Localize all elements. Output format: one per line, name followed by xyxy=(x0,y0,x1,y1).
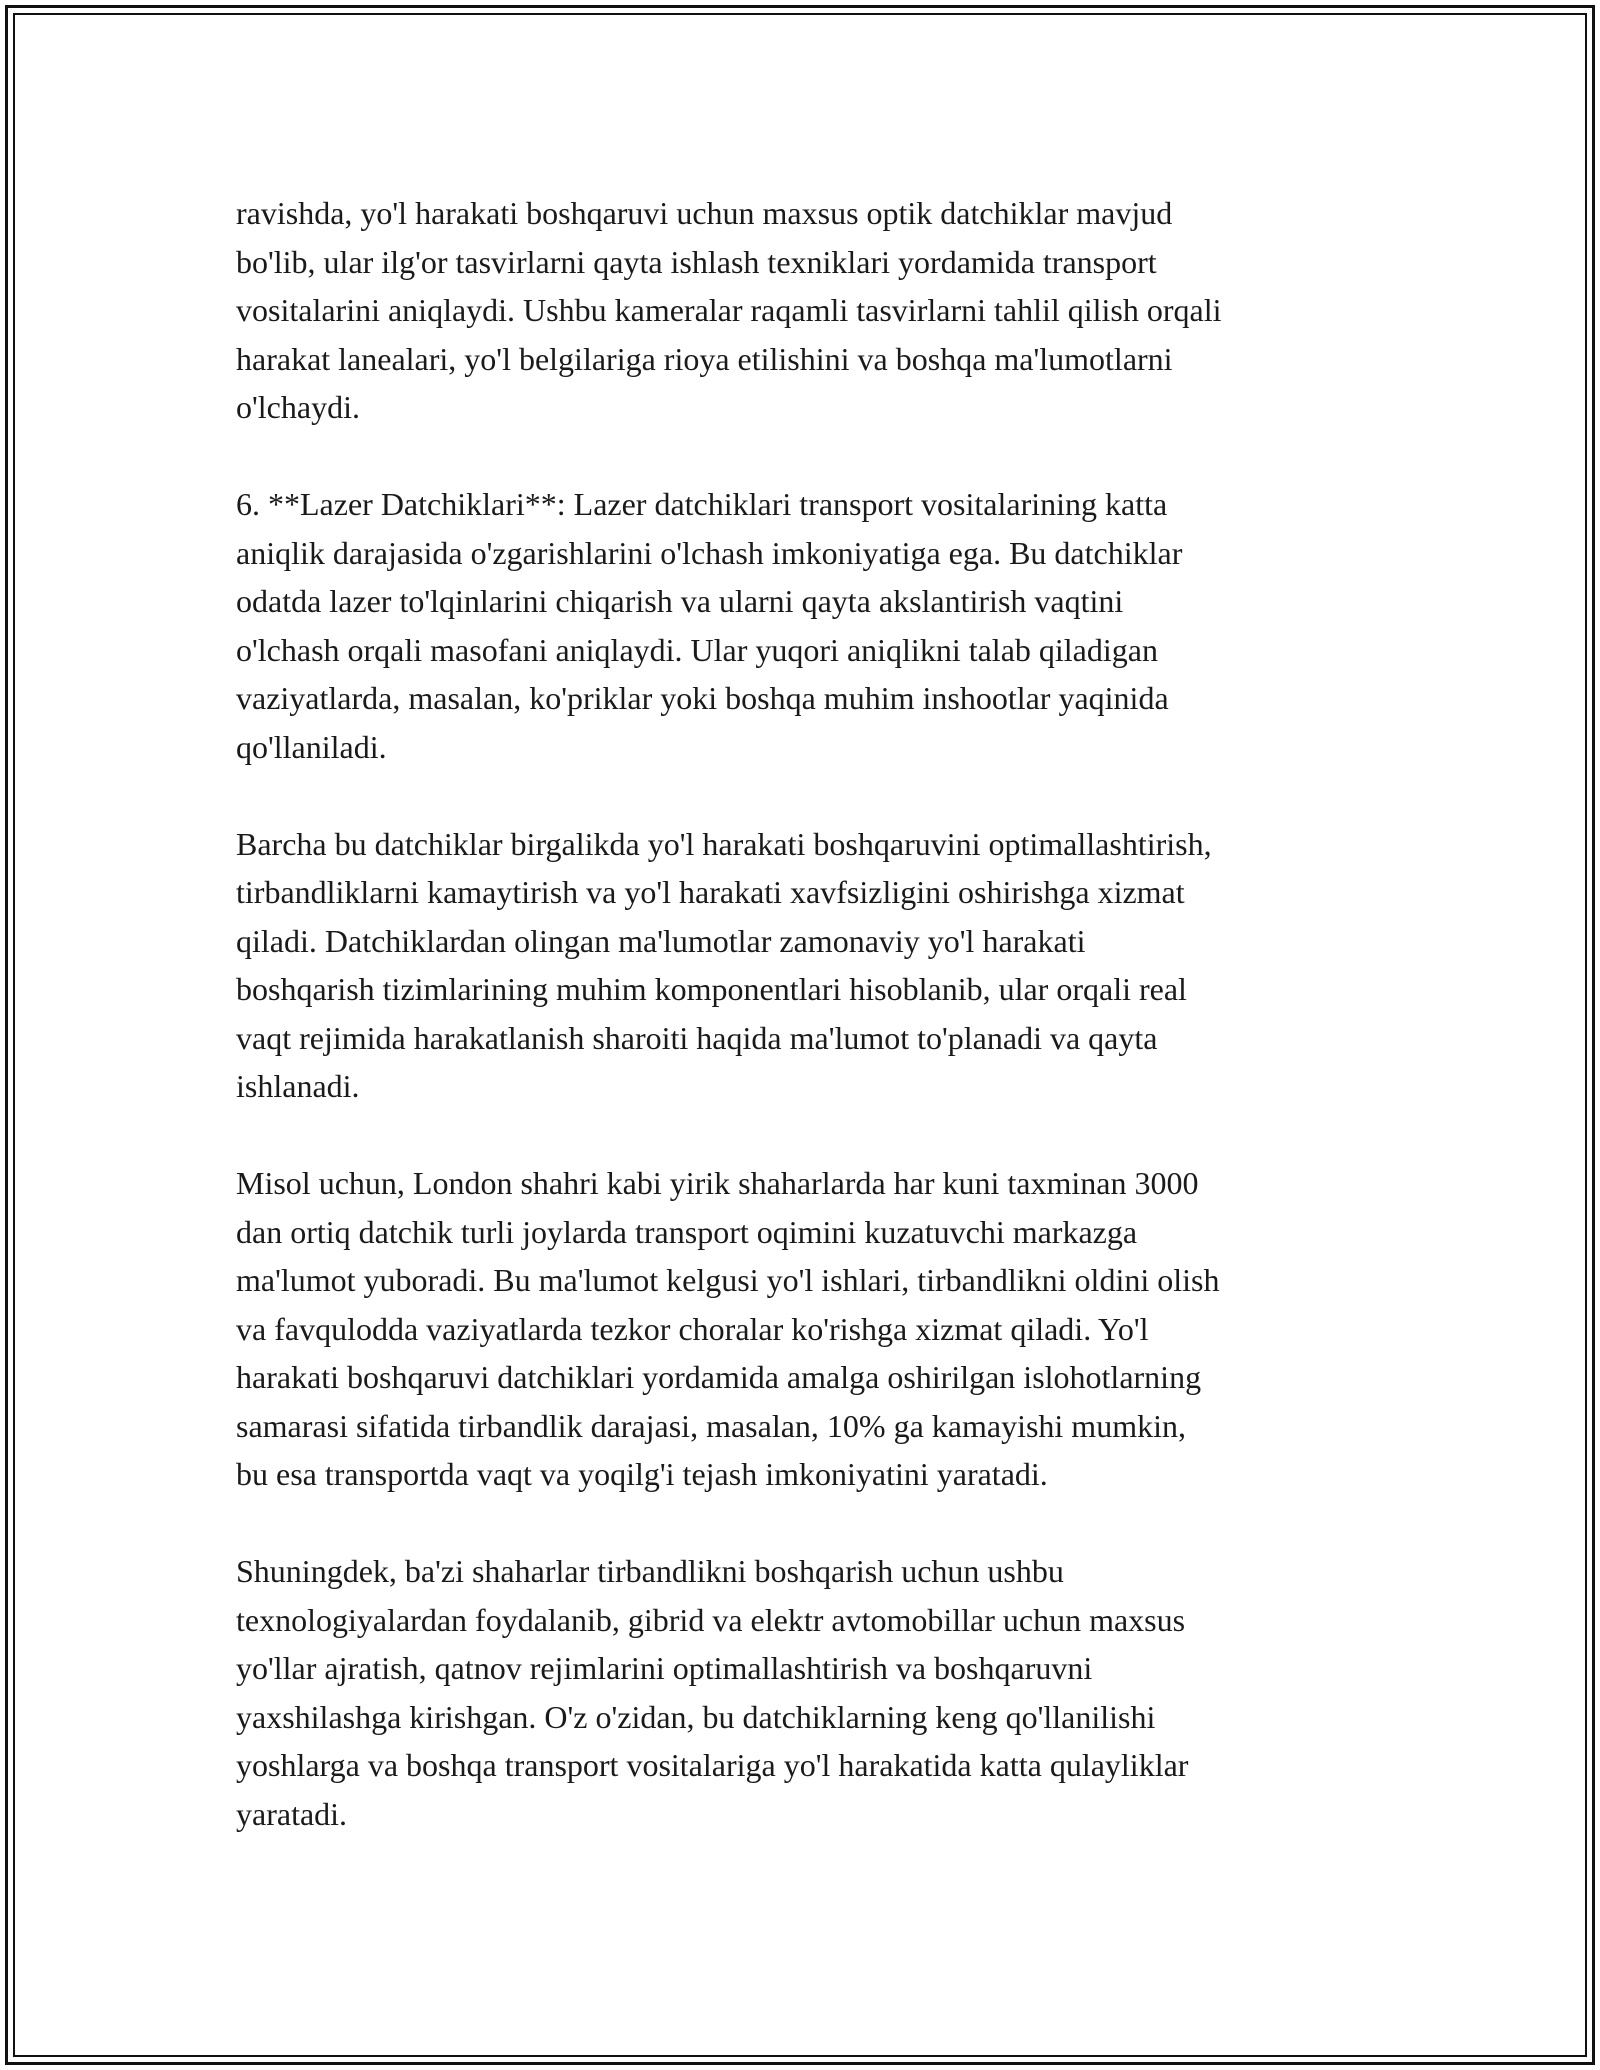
paragraph-city-technologies: Shuningdek, ba'zi shaharlar tirbandlikni boshqarish uchun ushbu texnologiyalardan foydalanib, gibrid va elektr avtomobillar uchun maxsus yo'llar ajratish, qatnov rejimlarini optimallashtirish va boshqaruvni yaxshilashga kirishgan. O'z o'zidan, bu datchiklarning keng qo'llanilishi yoshlarga va boshqa transport vositalariga yo'l harakatida katta qulayliklar yaratadi. xyxy=(236,1553,1189,1832)
paragraph-sensors-summary: Barcha bu datchiklar birgalikda yo'l harakati boshqaruvini optimallashtirish, tirbandliklarni kamaytirish va yo'l harakati xavfsizligini oshirishga xizmat qiladi. Datchiklardan olingan ma'lumotlar zamonaviy yo'l harakati boshqarish tizimlarining muhim komponentlari hisoblanib, ular orqali real vaqt rejimida harakatlanish sharoiti haqida ma'lumot to'planadi va qayta ishlanadi. xyxy=(236,825,1212,1104)
paragraph-optical-sensors: ravishda, yo'l harakati boshqaruvi uchun maxsus optik datchiklar mavjud bo'lib, ular ilg'or tasvirlarni qayta ishlash texniklari yordamida transport vositalarini aniqlaydi. Ushbu kameralar raqamli tasvirlarni tahlil qilish orqali harakat lanealari, yo'l belgilariga rioya etilishini va boshqa ma'lumotlarni o'lchaydi. xyxy=(236,195,1222,425)
paragraph-london-example: Misol uchun, London shahri kabi yirik shaharlarda har kuni taxminan 3000 dan ortiq datchik turli joylarda transport oqimini kuzatuvchi markazga ma'lumot yuboradi. Bu ma'lumot kelgusi yo'l ishlari, tirbandlikni oldini olish va favqulodda vaziyatlarda tezkor choralar ko'rishga xizmat qiladi. Yo'l harakati boshqaruvi datchiklari yordamida amalga oshirilgan islohotlarning samarasi sifatida tirbandlik darajasi, masalan, 10% ga kamayishi mumkin, bu esa transportda vaqt va yoqilg'i tejash imkoniyatini yaratadi. xyxy=(236,1165,1220,1492)
paragraph-laser-sensors: 6. **Lazer Datchiklari**: Lazer datchiklari transport vositalarining katta aniqlik darajasida o'zgarishlarini o'lchash imkoniyatiga ega. Bu datchiklar odatda lazer to'lqinlarini chiqarish va ularni qayta akslantirish vaqtini o'lchash orqali masofani aniqlaydi. Ular yuqori aniqlikni talab qiladigan vaziyatlarda, masalan, ko'priklar yoki boshqa muhim inshootlar yaqinida qo'llaniladi. xyxy=(236,486,1183,765)
document-body xyxy=(236,189,1376,1887)
